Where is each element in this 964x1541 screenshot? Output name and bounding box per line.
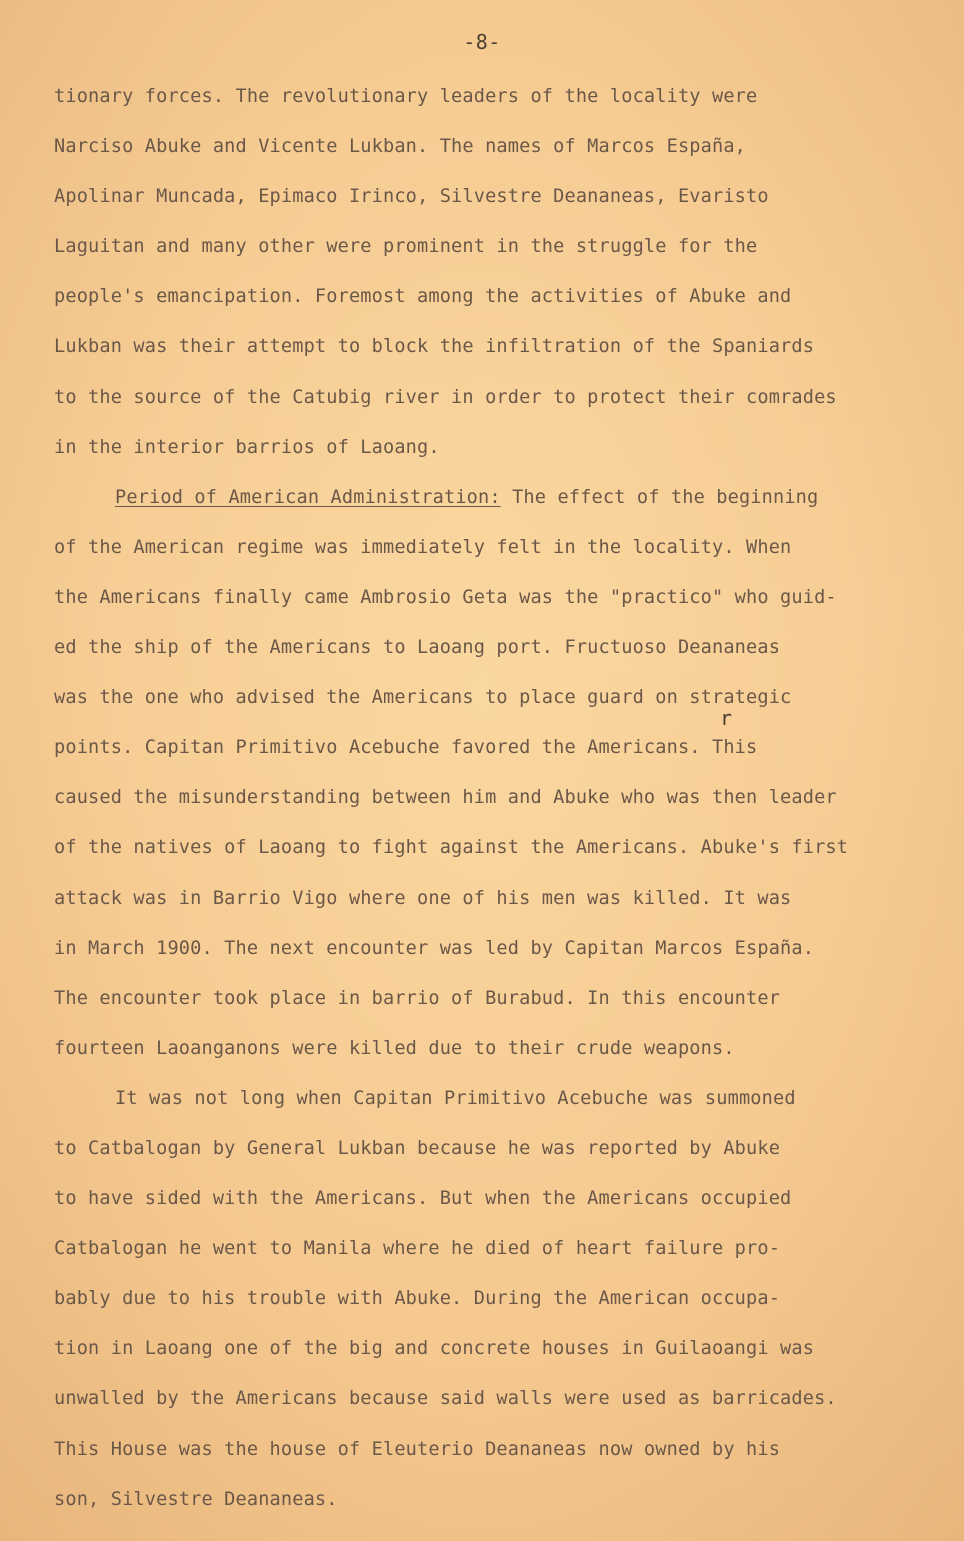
text-line: The encounter took place in barrio of Burabud. In this encounter — [54, 987, 781, 1009]
body-text — [54, 76, 954, 1529]
text-line: This House was the house of Eleuterio Deananeas now owned by his — [54, 1438, 781, 1460]
handwritten-mark: r — [720, 706, 733, 730]
heading-line-text: The effect of the beginning — [500, 486, 819, 508]
text-line: It was not long when Capitan Primitivo Acebuche was summoned — [115, 1087, 796, 1109]
text-line: Narciso Abuke and Vicente Lukban. The names of Marcos España, — [54, 136, 747, 158]
text-line: bably due to his trouble with Abuke. During the American occupa- — [54, 1288, 781, 1310]
text-line: points. Capitan Primitivo Acebuche favored the Americans. This — [54, 737, 758, 759]
text-line: Catbalogan he went to Manila where he died of heart failure pro- — [54, 1238, 781, 1260]
section-heading: Period of American Administration: — [115, 486, 501, 508]
text-line: to the source of the Catubig river in order to protect their comrades — [54, 386, 837, 408]
text-line: attack was in Barrio Vigo where one of his men was killed. It was — [54, 887, 792, 909]
text-line: Apolinar Muncada, Epimaco Irinco, Silvestre Deananeas, Evaristo — [54, 186, 769, 208]
text-line: in March 1900. The next encounter was led by Capitan Marcos España. — [54, 937, 815, 959]
text-line: of the natives of Laoang to fight against the Americans. Abuke's first — [54, 837, 849, 859]
text-line: fourteen Laoanganons were killed due to their crude weapons. — [54, 1037, 735, 1059]
text-line: in the interior barrios of Laoang. — [54, 436, 440, 458]
text-line: to Catbalogan by General Lukban because he was reported by Abuke — [54, 1137, 781, 1159]
text-line: of the American regime was immediately felt in the locality. When — [54, 536, 792, 558]
text-line: Laguitan and many other were prominent in the struggle for the — [54, 236, 758, 258]
text-line: tionary forces. The revolutionary leaders of the locality were — [54, 86, 758, 107]
text-line: tion in Laoang one of the big and concrete houses in Guilaoangi was — [54, 1338, 815, 1360]
page-number: -8- — [463, 30, 501, 54]
text-line: Lukban was their attempt to block the infiltration of the Spaniards — [54, 336, 815, 358]
text-line: caused the misunderstanding between him and Abuke who was then leader — [54, 787, 837, 809]
text-line: people's emancipation. Foremost among the activities of Abuke and — [54, 286, 792, 308]
text-line: was the one who advised the Americans to place guard on strategic — [54, 687, 792, 709]
text-line: son, Silvestre Deananeas. — [54, 1488, 338, 1510]
text-line: ed the ship of the Americans to Laoang port. Fructuoso Deananeas — [54, 637, 781, 659]
text-line: to have sided with the Americans. But when the Americans occupied — [54, 1188, 792, 1210]
text-line: unwalled by the Americans because said walls were used as barricades. — [54, 1388, 837, 1410]
text-line: the Americans finally came Ambrosio Geta was the "practico" who guid- — [54, 586, 837, 608]
section-heading-line — [54, 477, 954, 527]
